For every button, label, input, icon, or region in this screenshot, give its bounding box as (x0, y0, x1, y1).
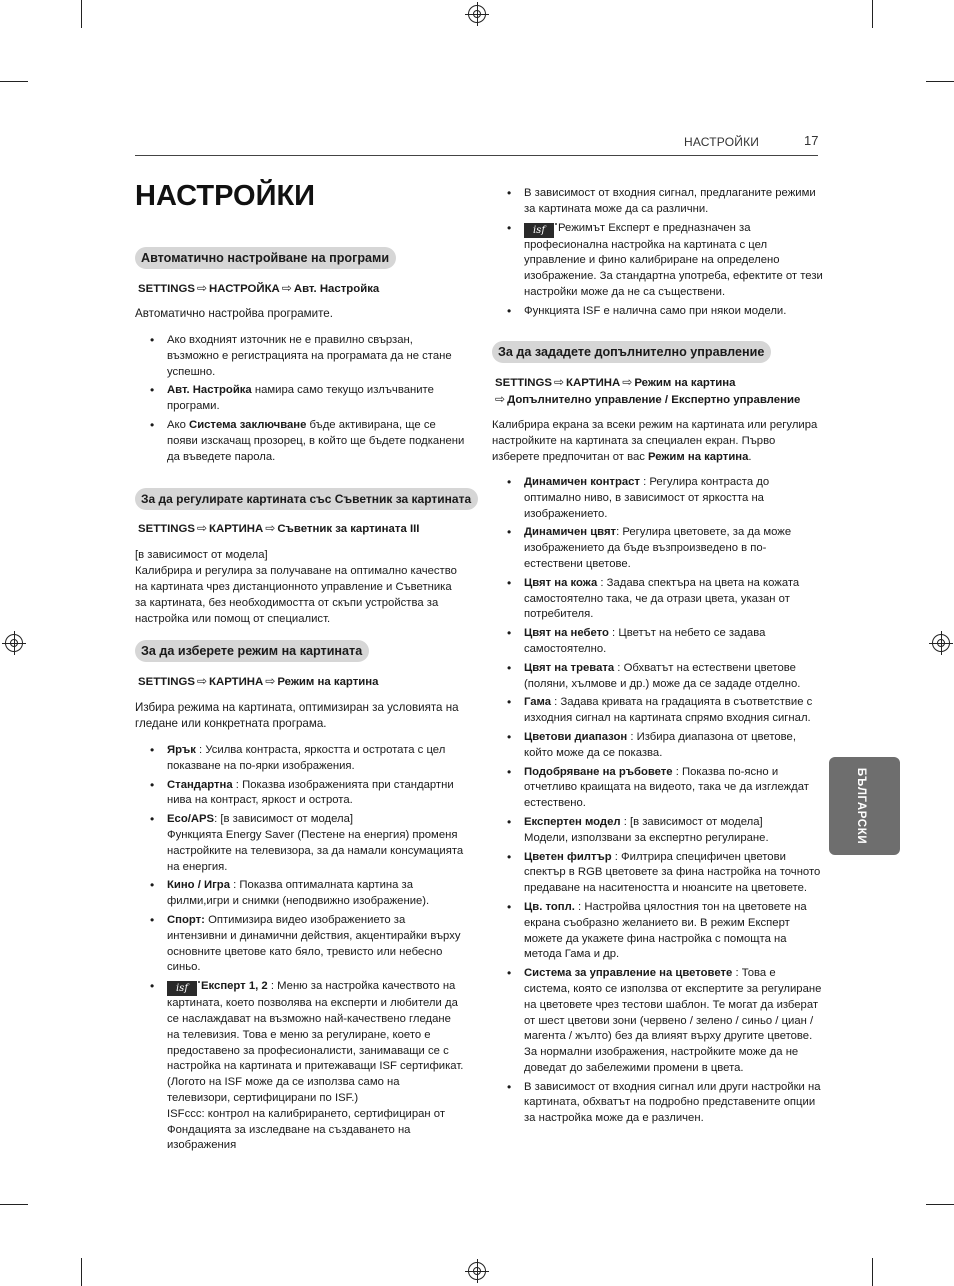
list-item: • Цв. топл. : Настройва цялостния тон на цветовете на екрана съобразно желанието ви. В режим Експерт можете да укажете фина настройка с помощта на метода Гама и др. (507, 899, 807, 961)
bullet-icon: • (507, 695, 512, 710)
list-item: • Цвят на кожа : Задава спектъра на цвета на кожата самостоятелно така, че да отрази цвета, указан от потребителя. (507, 575, 800, 621)
bullet-icon: • (507, 966, 512, 981)
crop-mark-top-right-h (926, 81, 954, 82)
bullet-icon: • (507, 475, 512, 489)
list-item: • isf Режимът Експерт е предназначен за професионална настройка на картината с цел управление и фино калибриране на определено изображение. За стандартна употреба, ефектите от тези настройки може да не са съществени. (507, 220, 823, 298)
picture-wizard-model-note: [в зависимост от модела] (135, 549, 268, 561)
running-header: НАСТРОЙКИ (684, 135, 760, 149)
crop-mark-bottom-right-h (926, 1204, 954, 1205)
isf-logo-icon: isf (524, 223, 554, 238)
crop-mark-bottom-right-v (872, 1258, 873, 1286)
bullet-icon: • (507, 303, 512, 318)
page-title: НАСТРОЙКИ (135, 180, 316, 212)
list-item: • Система за управление на цветовете : Това е система, която се използва от експертите за регулиране на цветовете чрез тестови шаблон. Те могат да изберат от шест цветови зони (червено / зелено / синьо / циан / магента / жълто) без да влияят върху другите цветове. За нормални изображения, настройките може да не доведат до забележими промени в цвета. (507, 966, 822, 1074)
list-item: • Спорт: Оптимизира видео изображението за интензивни и динамични действия, акцентирайки върху основните цветове като бяло, тревисто или небесно синьо. (150, 912, 461, 974)
bullet-icon: • (150, 333, 155, 347)
section-heading-picture-wizard: За да регулирате картината със Съветник за картината (135, 488, 478, 510)
picture-mode-intro: Избира режима на картината, оптимизиран за условията на гледане или конкретната програма. (135, 701, 459, 730)
bullet-icon: • (150, 743, 155, 757)
picture-mode-notes-list (492, 186, 824, 323)
crop-mark-bottom-left-h (0, 1204, 28, 1205)
list-item: • Ако входният източник не е правилно свързан, възможно е регистрацията на програмата да не стане успешно. (150, 333, 452, 378)
arrow-icon: ⇨ (265, 674, 276, 688)
bullet-icon: • (507, 626, 512, 641)
bullet-icon: • (507, 814, 512, 829)
path-step: SETTINGS (138, 523, 195, 535)
header-rule (135, 155, 818, 156)
menu-path-advanced-control (495, 374, 800, 408)
bullet-icon: • (507, 220, 512, 235)
section-heading-picture-mode: За да изберете режим на картината (135, 640, 369, 662)
bullet-icon: • (150, 812, 155, 827)
list-item: • Гама : Задава кривата на градацията в съответствие с изходния сигнал на картината спрямо входния сигнал. (507, 695, 813, 725)
bullet-icon: • (507, 186, 512, 200)
list-item: • Авт. Настройка намира само текущо излъчваните програми. (150, 383, 434, 413)
arrow-icon: ⇨ (281, 281, 292, 295)
section-heading-auto-tuning: Автоматично настройване на програми (135, 247, 396, 269)
bullet-icon: • (507, 729, 512, 744)
bullet-icon: • (507, 899, 512, 914)
crop-mark-top-right-v (872, 0, 873, 28)
list-item: • Експертен модел : [в зависимост от модела] Модели, използвани за експертно регулиране. (507, 814, 769, 844)
menu-path-auto-tuning (138, 280, 379, 297)
auto-tuning-intro: Автоматично настройва програмите. (135, 307, 333, 320)
registration-mark-left-icon (5, 634, 23, 652)
isf-logo-icon: isf (167, 981, 197, 996)
bullet-icon: • (150, 878, 155, 893)
bullet-icon: • (507, 525, 512, 540)
bullet-icon: • (507, 764, 512, 779)
picture-wizard-intro: Калибрира и регулира за получаване на оптимално качество на картината чрез дистанционното управление и Съветника за картината, без необходимостта от скъпи устройства за настройка или помощ от специалист. (135, 565, 457, 625)
section-heading-advanced-control: За да зададете допълнително управление (492, 341, 771, 363)
bullet-icon: • (507, 575, 512, 590)
path-step: SETTINGS (138, 283, 195, 295)
crop-mark-top-left-h (0, 81, 28, 82)
list-item: • Подобряване на ръбовете : Показва по-ясно и отчетливо краищата на видеото, така че да изглеждат естествено. (507, 764, 809, 810)
path-step: Режим на картина (277, 676, 379, 688)
list-item: • Цвят на небето : Цветът на небето се задава самостоятелно. (507, 626, 766, 655)
path-step: Съветник за картината III (277, 523, 420, 535)
crop-mark-top-left-v (81, 0, 82, 28)
bullet-icon: • (150, 912, 155, 927)
path-step: НАСТРОЙКА (209, 283, 280, 295)
arrow-icon: ⇨ (495, 392, 506, 406)
path-step: SETTINGS (495, 377, 552, 389)
bullet-icon: • (150, 383, 155, 398)
list-item: • isf Експерт 1, 2 : Меню за настройка качеството на картината, което позволява на експерти и любители да се наслаждават на възможно най-качествено гледане на телевизия. Това е меню за регулиране, което е предоставено за професионалисти, занимаващи се с настройка на картината и притежаващи ISF сертификат. (Логото на ISF може да се използва само на телевизори, сертифицирани по ISF.) ISFccc: контрол на калибрирането, сертифициран от Фондацията за изследване на създаването на изображения (150, 979, 464, 1152)
path-step: Режим на картина (634, 377, 736, 389)
list-item: • Кино / Игра : Показва оптималната картина за филми,игри и снимки (неподвижно изображение). (150, 878, 430, 908)
list-item: • Функцията ISF е налична само при някои модели. (507, 303, 787, 318)
path-step: Допълнително управление / Експертно управление (507, 394, 801, 406)
list-item: • Ярък : Усилва контраста, яркостта и остротата с цел показване на по-ярки изображения. (150, 743, 446, 772)
arrow-icon: ⇨ (553, 375, 565, 389)
bullet-icon: • (507, 1079, 512, 1094)
list-item: • Цветови диапазон : Избира диапазона от цветове, който може да се показва. (507, 729, 796, 759)
list-item: • Стандартна : Показва изображенията при стандартни нива на контраст, яркост и острота. (150, 777, 454, 807)
path-step: Авт. Настройка (293, 283, 380, 295)
list-item: • В зависимост от входния сигнал, предлаганите режими за картината може да са различни. (507, 186, 816, 215)
arrow-icon: ⇨ (196, 674, 208, 688)
picture-mode-list (135, 743, 465, 1157)
menu-path-picture-wizard (138, 520, 419, 537)
bullet-icon: • (150, 979, 155, 994)
path-step: КАРТИНА (566, 377, 621, 389)
path-step: SETTINGS (138, 676, 195, 688)
language-side-tab (829, 757, 900, 855)
path-step: КАРТИНА (209, 523, 264, 535)
bullet-icon: • (507, 849, 512, 864)
arrow-icon: ⇨ (196, 281, 208, 295)
menu-path-picture-mode (138, 673, 379, 690)
auto-tuning-list (135, 333, 465, 468)
bullet-icon: • (150, 417, 155, 432)
list-item: • Цветен филтър : Филтрира специфичен цветови спектър в RGB цветовете за фина настройка на точното предаване на наситеността и нюансите на цветовете. (507, 849, 821, 895)
list-item: • В зависимост от входния сигнал или други настройки на картината, обхватът на подробно представените опции за настройка може да е различен. (507, 1079, 821, 1125)
bullet-icon: • (507, 660, 512, 675)
list-item: • Динамичен контраст : Регулира контраста до оптимално ниво, в зависимост от яркостта на изображението. (507, 475, 770, 520)
arrow-icon: ⇨ (196, 521, 208, 535)
bullet-icon: • (150, 777, 155, 792)
list-item: • Eco/APS: [в зависимост от модела] Функцията Energy Saver (Пестене на енергия) променя настройките на телевизора, за да намали консумацията на енергия. (150, 812, 464, 873)
list-item: • Ако Система заключване бъде активирана, ще се появи изскачащ прозорец, в който ще бъдете подканени да въведете парола. (150, 417, 465, 463)
registration-mark-top-icon (468, 5, 486, 23)
arrow-icon: ⇨ (622, 375, 633, 389)
list-item: • Цвят на тревата : Обхватът на естествени цветове (поляни, хълмове и др.) може да се зададе отделно. (507, 660, 801, 690)
page-number: 17 (804, 133, 819, 148)
registration-mark-right-icon (932, 634, 950, 652)
crop-mark-bottom-left-v (81, 1258, 82, 1286)
language-side-tab-label: БЪЛГАРСКИ (855, 767, 867, 845)
arrow-icon: ⇨ (265, 521, 276, 535)
advanced-control-intro: Калибрира екрана за всеки режим на картината или регулира настройките на картината за специален екран. Първо изберете предпочитан от вас Режим на картина. (492, 419, 818, 463)
registration-mark-bottom-icon (468, 1262, 486, 1280)
list-item: • Динамичен цвят: Регулира цветовете, за да може изображението да бъде възпроизведено в по-естествени цветове. (507, 525, 792, 570)
path-step: КАРТИНА (209, 676, 264, 688)
advanced-control-list (492, 475, 824, 1130)
